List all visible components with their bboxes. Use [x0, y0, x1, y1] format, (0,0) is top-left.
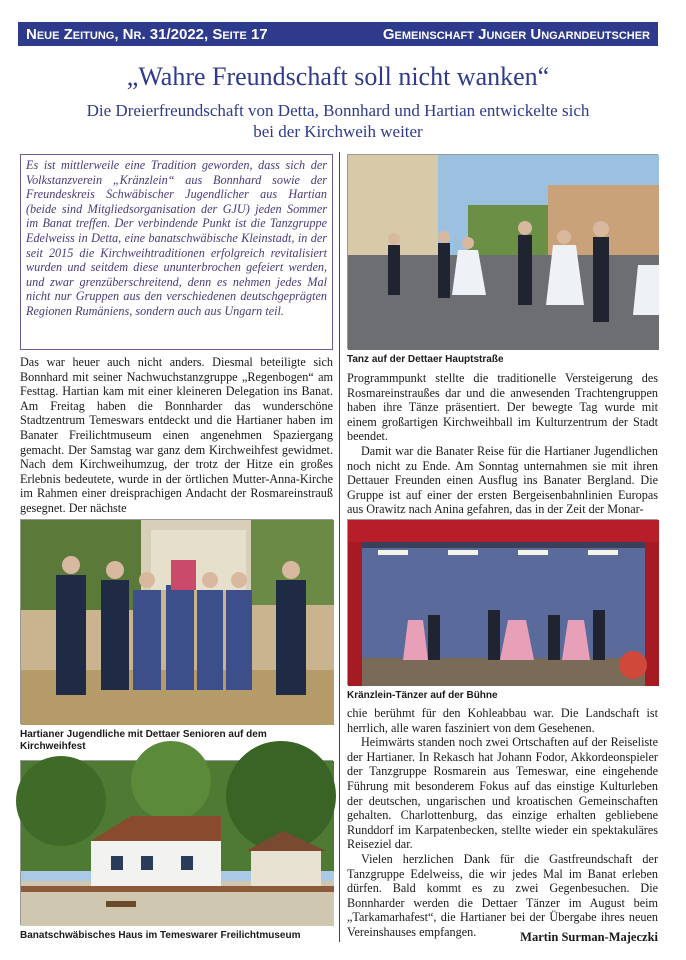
photo-group-seniors	[20, 519, 333, 724]
paragraph: Heimwärts standen noch zwei Ortschaften auf der Reiseliste der Hartianer. In Rekasch hat Johann Fodor, Akkordeonspieler der Tanzgruppe Rosmarein aus Temeswar, eine eingehende Führung mit besonderem Fokus auf das einstige Kulturleben der deutschen, ungarischen und kroatischen Gemeinschaften gehalten. Charlottenburg, das einzige erhalten gebliebene Runddorf im Karpatenbecken, stellte wieder ein spektakuläres Reiseziel dar.	[347, 735, 658, 852]
stage-image	[348, 520, 659, 686]
caption-photo-museum: Banatschwäbisches Haus im Temeswarer Freilichtmuseum	[20, 930, 301, 941]
article-title: „Wahre Freundschaft soll nicht wanken“	[126, 62, 550, 91]
author-name: Martin Surman-Majeczki	[520, 930, 658, 944]
group-photo-image	[21, 520, 334, 725]
street-dance-image	[348, 155, 659, 350]
column-2-text-top	[347, 371, 658, 516]
museum-house-image	[21, 761, 334, 926]
column-1-text	[20, 355, 333, 515]
page-header	[18, 22, 658, 46]
header-left: Neue Zeitung, Nr. 31/2022, Seite 17	[26, 25, 268, 43]
photo-street-dance	[347, 154, 658, 349]
subtitle-line-2: bei der Kirchweih weiter	[253, 122, 423, 141]
header-right: Gemeinschaft Junger Ungarndeutscher	[382, 25, 650, 43]
caption-photo-stage: Kränzlein-Tänzer auf der Bühne	[347, 690, 498, 701]
column-divider	[339, 152, 340, 942]
caption-photo-street: Tanz auf der Dettaer Hauptstraße	[347, 354, 504, 365]
paragraph: Damit war die Banater Reise für die Hartianer Jugendlichen noch nicht zu Ende. Am Sonntag unternahmen sie mit ihren Dettauer Freunden einen Ausflug ins Banater Bergland. Die Gruppe ist auf einer der ersten Bergeisenbahnlinien Europas aus Orawitz nach Anina gefahren, das in der Zeit der Monar-	[347, 443, 658, 517]
article-subtitle	[40, 100, 636, 142]
caption-photo-group: Hartianer Jugendliche mit Dettaer Senioren auf dem Kirchweihfest	[20, 729, 267, 752]
paragraph: Das war heuer auch nicht anders. Diesmal beteiligte sich Bonnhard mit seiner Nachwuchstanzgruppe „Regenbogen“ am Festtag. Hartian kam mit einer kleineren Delegation ins Banat. Am Freitag haben die Bonnharder das wunderschöne Stadtzentrum Temeswars entdeckt und die Hartianer haben im Banater Freilichtmuseum einen angenehmen Spaziergang gemacht. Der Samstag war ganz dem Kirchweihfest gewidmet. Nach dem Kirchweihumzug, der trotz der Hitze ein großes Erlebnis bedeutete, wurde in der örtlichen Mutter-Anna-Kirche im Rahmen einer dreisprachigen Andacht der Rosmareinstrauß gesegnet. Der nächste	[20, 355, 333, 515]
photo-museum-house	[20, 760, 333, 925]
paragraph: Vielen herzlichen Dank für die Gastfreundschaft der Tanzgruppe Edelweiss, die wir jedes Mal im Banat erleben dürfen. Bald kommt es zu zwei Gegenbesuchen. Die Bonnharder werden die Dettaer Tänzer im August beim „Tarkamarhafest“, die Hartianer bei der Übergabe ihres neuen Vereinshauses empfangen.	[347, 851, 658, 939]
photo-stage	[347, 519, 658, 685]
intro-box: Es ist mittlerweile eine Tradition geworden, dass sich der Volkstanzverein „Kränzlein“ aus Bonnhard sowie der Freundeskreis Schwäbischer Jugendlicher aus Hartian (beide sind Mitgliedsorganisation der GJU) jeden Sommer im Banat treffen. Der verbindende Punkt ist die Tanzgruppe Edelweiss in Detta, eine banatschwäbische Kleinstadt, in der seit 2015 die Kirchweihtraditionen erfolgreich revitalisiert wurden und seitdem diese ununterbrochen gefeiert werden, und zwar grenzüberschreitend, denn es nehmen jedes Mal nicht nur Gruppen aus den verschiedenen deutschgeprägten Regionen Rumäniens, sondern auch aus Ungarn teil.	[20, 154, 333, 350]
paragraph: chie berühmt für den Kohleabbau war. Die Landschaft ist herrlich, alle waren fasziniert von dem Gesehenen.	[347, 706, 658, 735]
subtitle-line-1: Die Dreierfreundschaft von Detta, Bonnhard und Hartian entwickelte sich	[86, 101, 590, 120]
paragraph: Programmpunkt stellte die traditionelle Versteigerung des Rosmareinstraußes dar und die anwesenden Trachtengruppen haben ihre Tänze präsentiert. Der bewegte Tag wurde mit einem großartigen Kirchweihball im Kulturzentrum der Stadt beendet.	[347, 371, 658, 444]
